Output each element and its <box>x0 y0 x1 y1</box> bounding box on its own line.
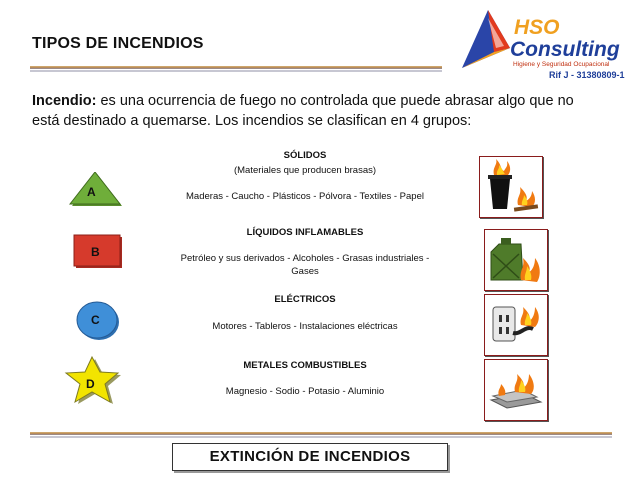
footer-divider <box>30 432 612 435</box>
class-c-title: ELÉCTRICOS <box>274 294 336 305</box>
class-b-letter: B <box>91 245 100 259</box>
class-d-description: Magnesio - Sodio - Potasio - Aluminio <box>225 386 385 397</box>
trash-fire-icon <box>479 156 543 218</box>
class-a-subtitle: (Materiales que producen brasas) <box>233 165 377 176</box>
page-title: TIPOS DE INCENDIOS <box>32 35 204 52</box>
class-b-description-line2: Gases <box>291 266 319 277</box>
intro-paragraph <box>32 91 592 131</box>
logo-name-bottom: Consulting <box>510 38 620 61</box>
metal-gear-fire-icon <box>484 359 548 421</box>
class-d-letter: D <box>86 377 95 391</box>
logo-rif: Rif J - 31380809-1 <box>549 70 625 80</box>
outlet-fire-icon <box>484 294 548 356</box>
extincion-incendios-button[interactable]: EXTINCIÓN DE INCENDIOS <box>172 443 448 471</box>
class-b-title: LÍQUIDOS INFLAMABLES <box>246 227 364 238</box>
logo-tagline: Higiene y Seguridad Ocupacional <box>513 61 610 68</box>
intro-text: es una ocurrencia de fuego no controlada que puede abrasar algo que no está destinado a quemarse. Los incendios se clasifican en 4 grupos: <box>32 93 574 129</box>
title-divider-shadow <box>30 70 442 72</box>
class-a-badge <box>66 172 128 208</box>
class-b-description-line1: Petróleo y sus derivados - Alcoholes - Grasas industriales - <box>180 253 430 264</box>
fuel-can-fire-icon <box>484 229 548 291</box>
class-c-description: Motores - Tableros - Instalaciones eléctricas <box>212 321 398 332</box>
title-divider <box>30 66 442 69</box>
class-a-description: Maderas - Caucho - Plásticos - Pólvora - Textiles - Papel <box>186 191 424 202</box>
logo-name-top: HSO <box>514 16 560 39</box>
class-c-letter: C <box>91 313 100 327</box>
class-a-title: SÓLIDOS <box>283 150 327 161</box>
class-d-title: METALES COMBUSTIBLES <box>243 360 367 371</box>
intro-term: Incendio: <box>32 93 97 109</box>
class-a-letter: A <box>87 185 96 199</box>
footer-divider-shadow <box>30 436 612 438</box>
